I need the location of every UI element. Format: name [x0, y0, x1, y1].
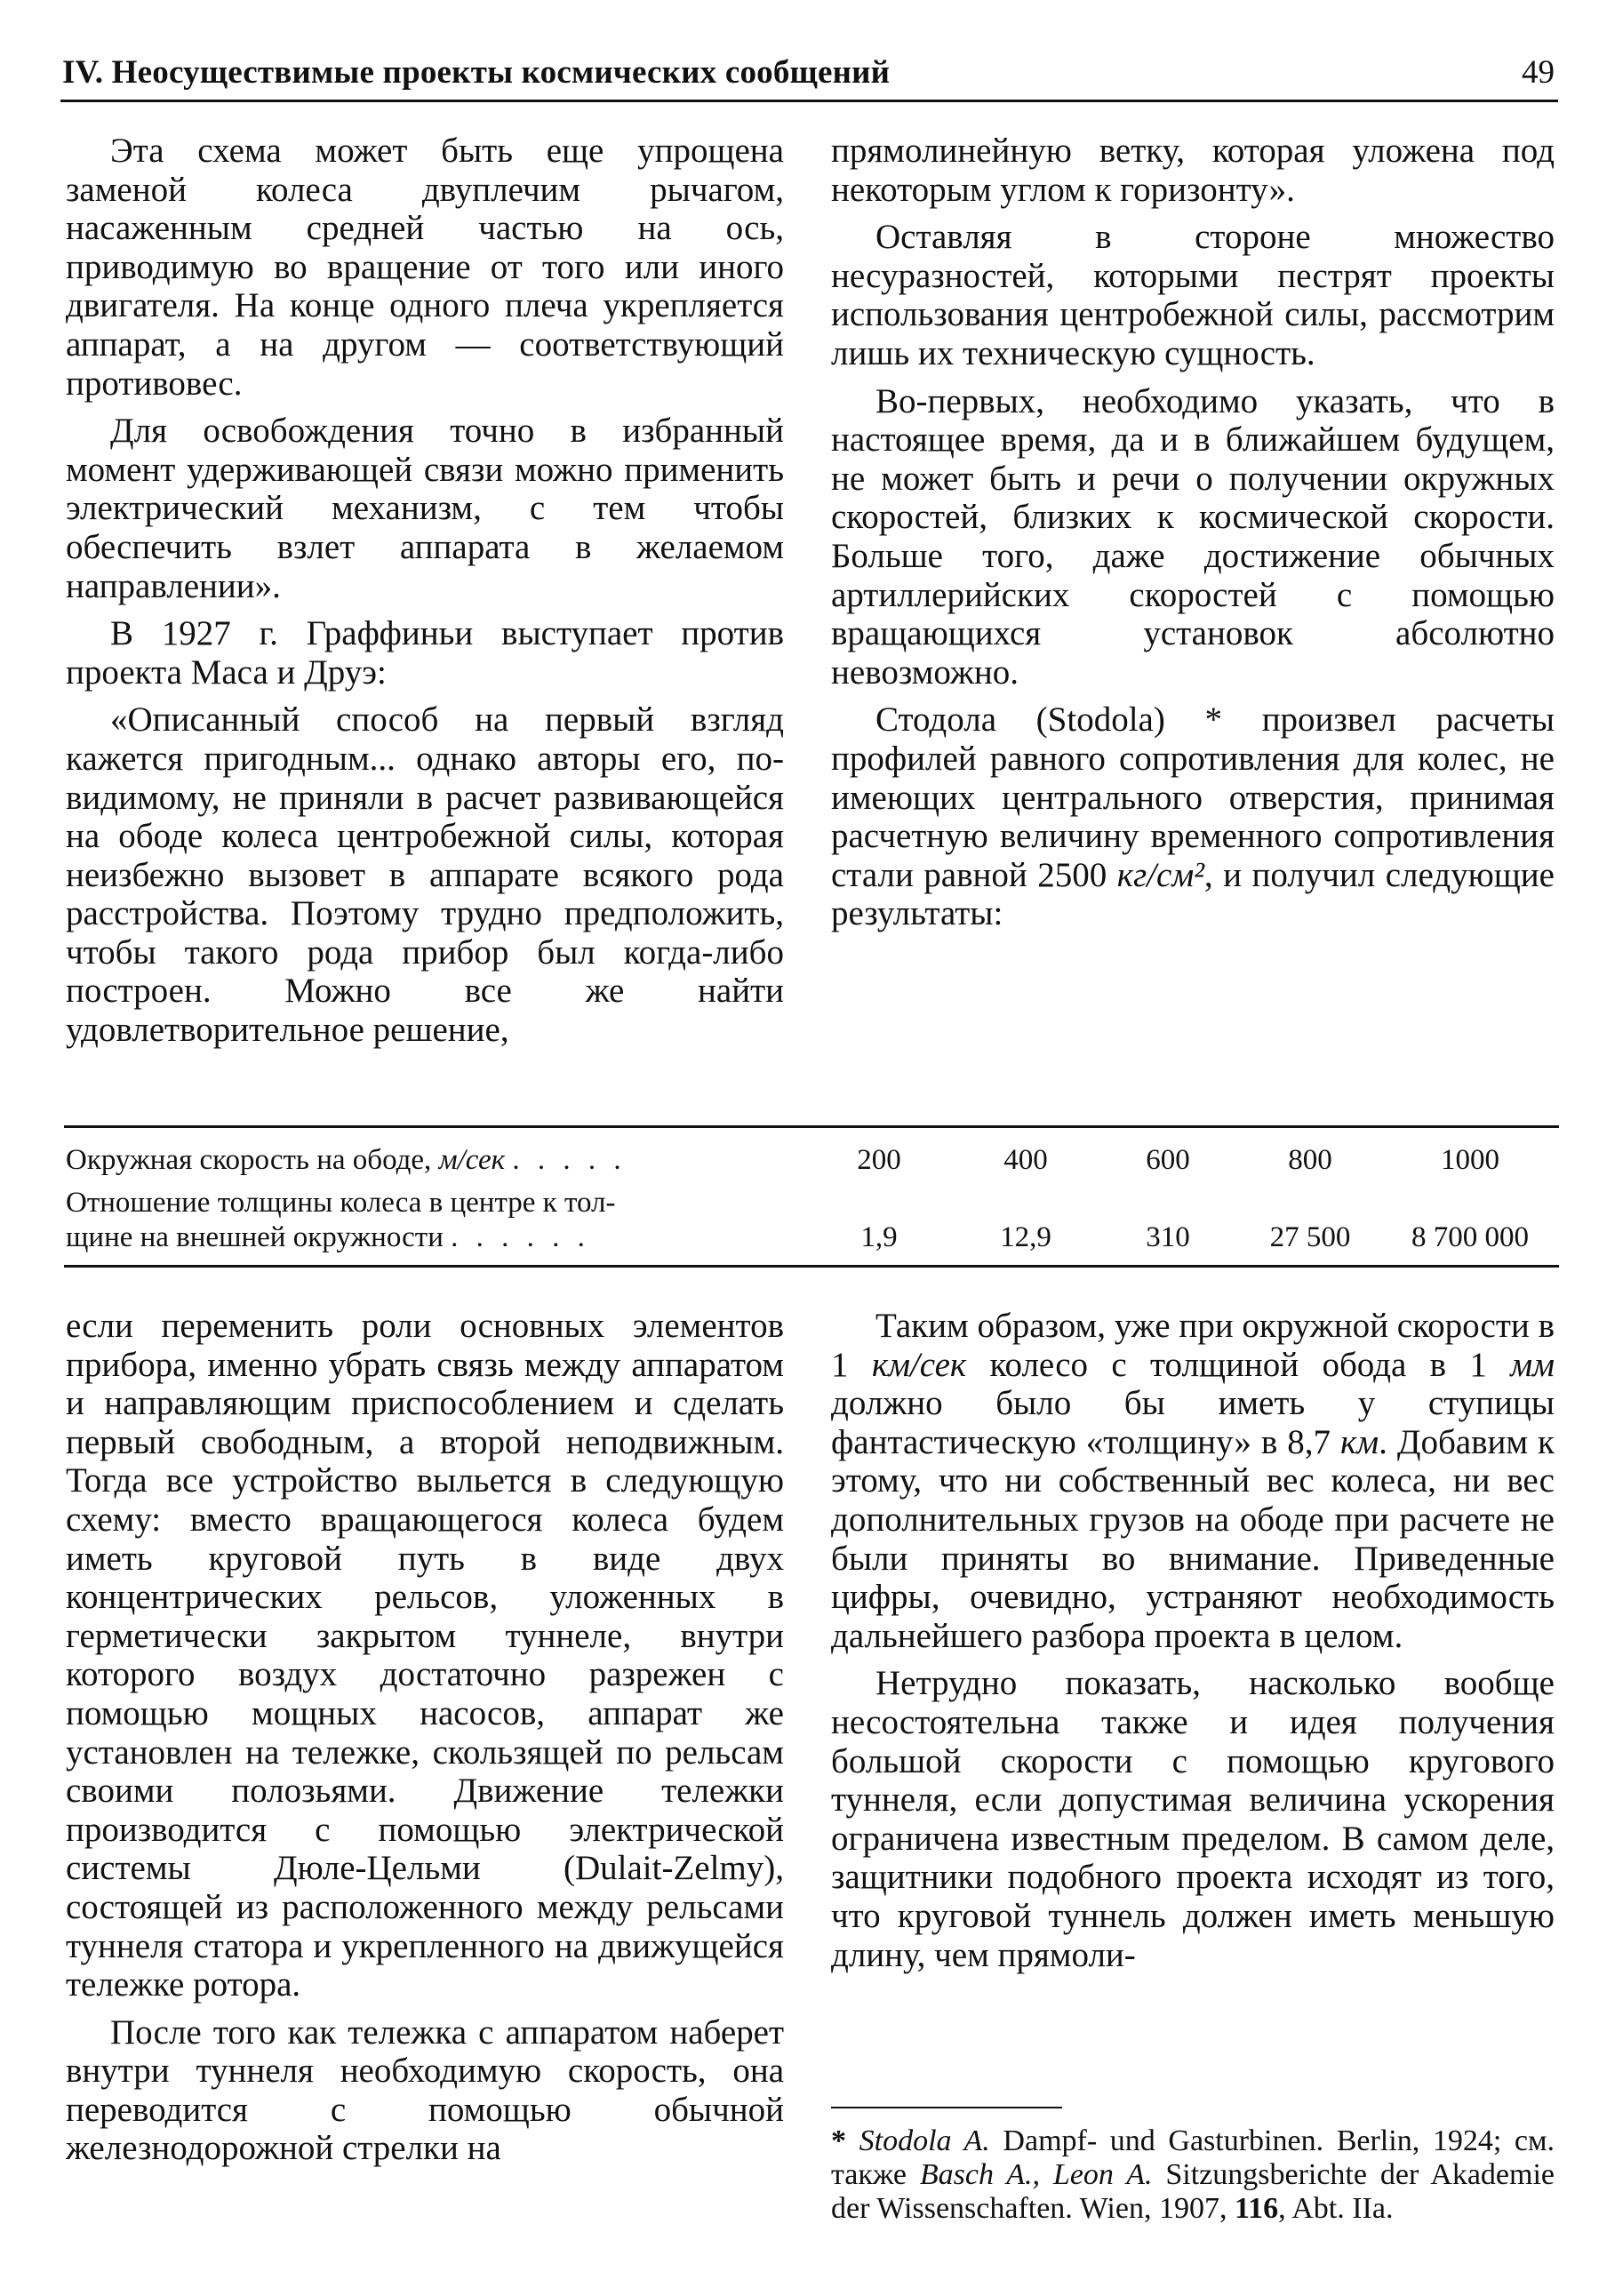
page-number: 49: [1522, 54, 1555, 91]
paragraph: После того как тележка с аппаратом наберет внутри туннеля необходимую скорость, она переводится с помощью обычной железнодорожной стрелки на: [66, 2012, 784, 2168]
label-text: Окружная скорость на ободе,: [66, 1144, 432, 1176]
label-text: Отношение толщины колеса в центре к тол-: [66, 1187, 616, 1219]
text-run: Таким образом, уже при окружной скорости в 1: [831, 1307, 1555, 1384]
unit-text: км: [1340, 1422, 1379, 1461]
unit-text: м/сек: [438, 1144, 506, 1176]
table-cell: 310: [1146, 1221, 1190, 1253]
table-cell: 1000: [1441, 1144, 1499, 1176]
leader-dots: . . . . . .: [451, 1221, 590, 1253]
table-cell: 800: [1288, 1144, 1332, 1176]
paragraph: В 1927 г. Граффиньи выступает против проекта Маса и Друэ:: [66, 614, 784, 692]
column-bottom-right: [831, 1307, 1555, 1983]
paragraph: «Описанный способ на первый взгляд кажется пригодным... однако авторы его, по-видимому, не приняли в расчет развивающейся на ободе колеса центробежной силы, которая неизбежно вызовет в аппарате всякого рода расстройства. Поэтому трудно предположить, чтобы такого рода прибор был когда-либо построен. Можно все же найти удовлетворительное решение,: [66, 700, 784, 1050]
column-top-left: [66, 132, 784, 1059]
table-cell: 200: [857, 1144, 901, 1176]
text-run: , и получил следующие результаты:: [831, 855, 1555, 933]
table-cell: 12,9: [1000, 1221, 1051, 1253]
table-rule-top: [64, 1125, 1559, 1128]
text-run: Стодола (Stodola) * произвел расчеты профилей равного сопротивления для колес, не имеющих центрального отверстия, принимая расчетную величину временного сопротивления стали равной 2500: [831, 700, 1555, 894]
paragraph: Нетрудно показать, насколько вообще несостоятельна также и идея получения большой скорости с помощью кругового туннеля, если допустимая величина ускорения ограничена известным пределом. В самом деле, защитники подобного проекта исходят из того, что круговой туннель должен иметь меньшую длину, чем прямоли-: [831, 1664, 1555, 1974]
text-run: должно было бы иметь у ступицы фантастическую «толщину» в 8,7: [831, 1384, 1555, 1461]
table-cell: 8 700 000: [1411, 1221, 1529, 1253]
table-cell: 27 500: [1269, 1221, 1351, 1253]
footnote-rule: [831, 2107, 1062, 2108]
paragraph: Для освобождения точно в избранный момент удерживающей связи можно применить электрический механизм, с тем чтобы обеспечить взлет аппарата в желаемом направлении».: [66, 412, 784, 605]
footnote-marker: *: [831, 2124, 846, 2157]
paragraph: если переменить роли основных элементов прибора, именно убрать связь между аппаратом и направляющим приспособлением и сделать первый свободным, а второй неподвижным. Тогда все устройство выльется в следующую схему: вместо вращающегося колеса будем иметь круговой путь в виде двух концентрических рельсов, уложенных в герметически закрытом туннеле, внутри которого воздух достаточно разрежен с помощью мощных насосов, аппарат же установлен на тележке, скользящей по рельсам своими полозьями. Движение тележки производится с помощью электрической системы Дюле-Цельми (Dulait-Zelmy), состоящей из расположенного между рельсами туннеля статора и укрепленного на движущейся тележке ротора.: [66, 1307, 784, 2004]
footnote: [831, 2124, 1555, 2226]
unit-text: кг/см²: [1116, 855, 1204, 894]
table-cell: 400: [1003, 1144, 1048, 1176]
footnote-text: Sitzungsberichte der Akademie der Wissenschaften. Wien, 1907,: [831, 2158, 1555, 2225]
footnote-author: Stodola A.: [859, 2124, 990, 2157]
text-run: колесо с толщиной обода в 1: [966, 1345, 1511, 1384]
footnote-text: , Abt. IIa.: [1278, 2192, 1394, 2225]
footnote-text: Dampf- und Gasturbinen. Berlin, 1924; см. также: [831, 2124, 1555, 2191]
footnote-volume: 116: [1234, 2192, 1279, 2225]
paragraph: Оставляя в стороне множество несуразностей, которыми пестрят проекты использования центробежной силы, рассмотрим лишь их техническую сущность.: [831, 218, 1555, 372]
unit-text: мм: [1510, 1345, 1555, 1384]
row-label: [66, 1143, 777, 1178]
paragraph: [831, 700, 1555, 933]
running-header: [60, 50, 1558, 102]
column-top-right: [831, 132, 1555, 942]
unit-text: км/сек: [871, 1345, 967, 1384]
table-cell: 600: [1146, 1144, 1190, 1176]
chapter-title: IV. Неосуществимые проекты космических сообщений: [62, 54, 891, 91]
row-label: [66, 1186, 777, 1255]
paragraph: Эта схема может быть еще упрощена заменой колеса двуплечим рычагом, насаженным средней частью на ось, приводимую во вращение от того или иного двигателя. На конце одного плеча укрепляется аппарат, а на другом — соответствующий противовес.: [66, 132, 784, 403]
paragraph: прямолинейную ветку, которая уложена под некоторым углом к горизонту».: [831, 132, 1555, 209]
paragraph: [831, 1307, 1555, 1655]
table-rule-bottom: [64, 1265, 1559, 1268]
label-text: щине на внешней окружности: [66, 1221, 444, 1253]
leader-dots: . . . . .: [512, 1144, 627, 1176]
column-bottom-left: [66, 1307, 784, 2177]
paragraph: Во-первых, необходимо указать, что в настоящее время, да и в ближайшем будущем, не может быть и речи о получении окружных скоростей, близких к космической скорости. Больше того, даже достижение обычных артиллерийских скоростей с помощью вращающихся установок абсолютно невозможно.: [831, 381, 1555, 692]
footnote-author: Basch A., Leon A.: [919, 2158, 1153, 2191]
table-cell: 1,9: [860, 1221, 898, 1253]
text-run: . Добавим к этому, что ни собственный вес колеса, ни вес дополнительных грузов на ободе при расчете не были приняты во внимание. Приведенные цифры, очевидно, устраняют необходимость дальнейшего разбора проекта в целом.: [831, 1422, 1555, 1655]
